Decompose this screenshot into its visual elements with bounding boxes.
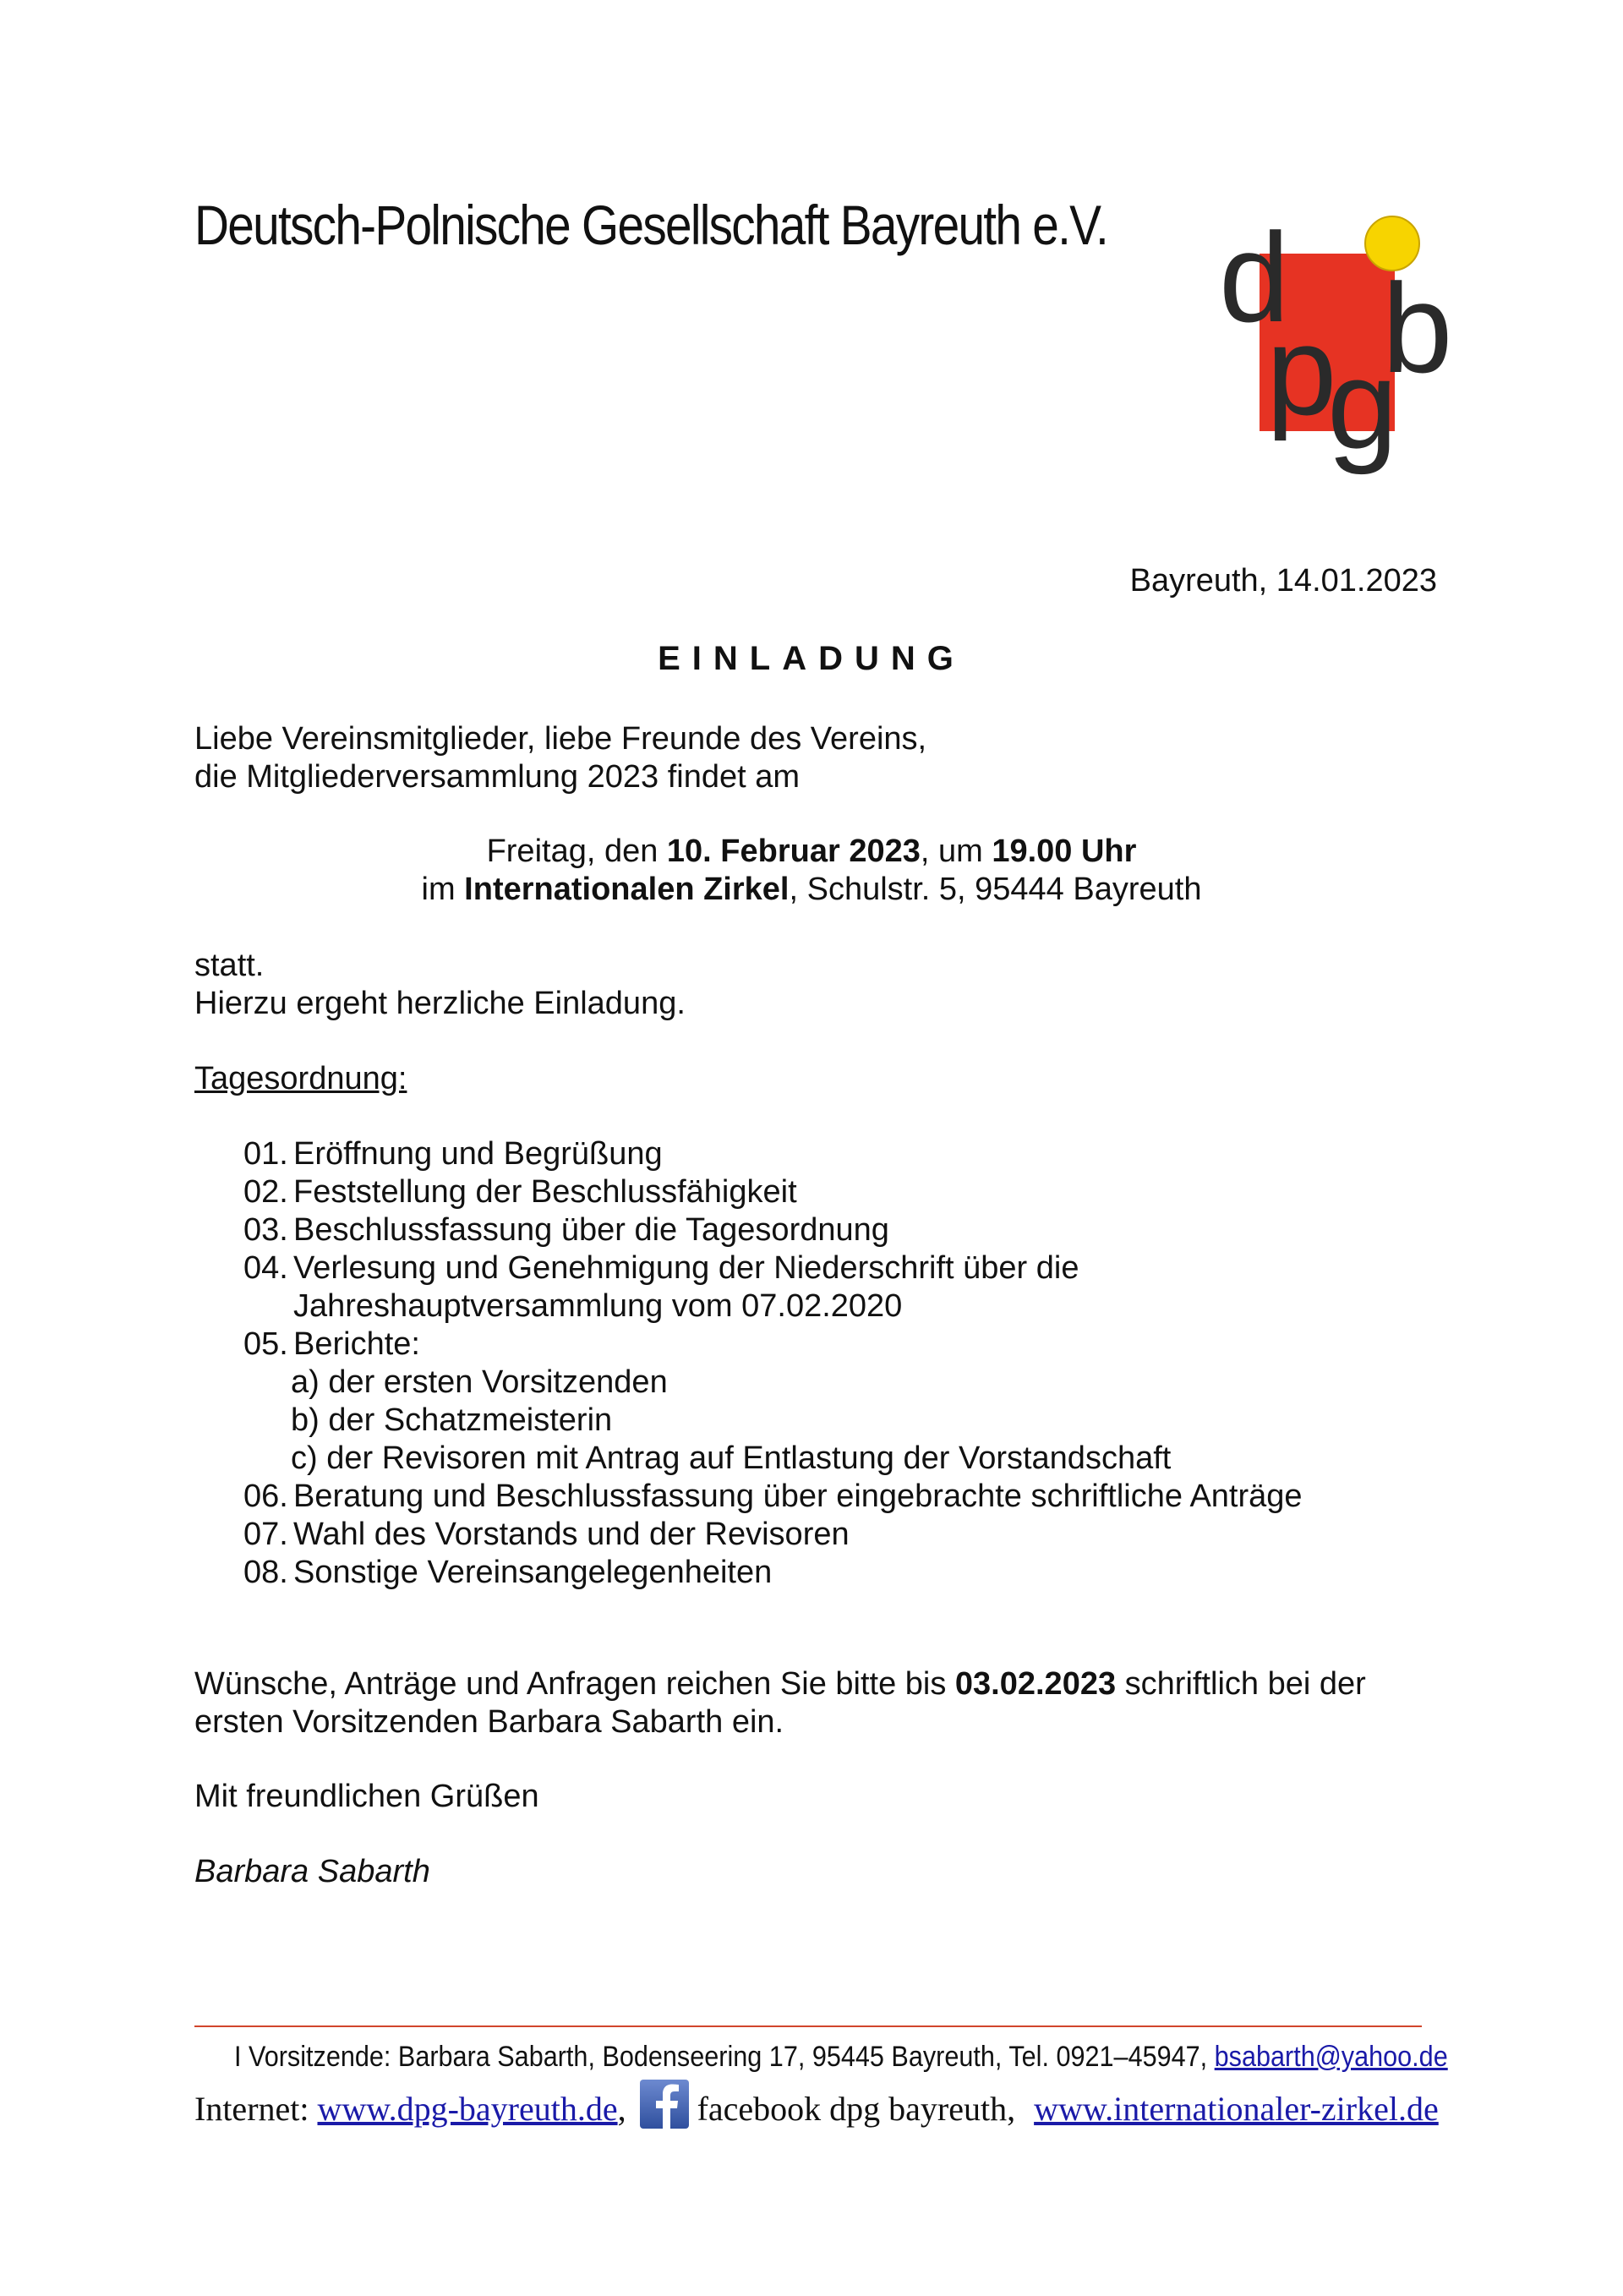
place-prefix: im (421, 872, 465, 907)
greeting-line-1: Liebe Vereinsmitglieder, liebe Freunde des Vereins, (194, 721, 927, 757)
agenda-subitem (243, 1440, 1303, 1478)
agenda-item (243, 1135, 1303, 1173)
agenda-text: Beschlussfassung über die Tagesordnung (293, 1212, 889, 1248)
logo-letter-d: d (1219, 206, 1290, 348)
event-address: , Schulstr. 5, 95444 Bayreuth (789, 872, 1202, 907)
agenda-text: Jahreshauptversammlung vom 07.02.2020 (293, 1288, 903, 1324)
agenda-number: 04. (243, 1250, 288, 1286)
agenda-number: 02. (243, 1174, 288, 1210)
agenda-item (243, 1478, 1303, 1516)
footer-divider (194, 2025, 1422, 2027)
zirkel-link[interactable]: www.internationaler-zirkel.de (1034, 2090, 1439, 2128)
event-place-line (0, 871, 1623, 909)
footer-comma: , (617, 2090, 626, 2128)
wishes-line-2: ersten Vorsitzenden Barbara Sabarth ein. (194, 1704, 784, 1740)
signature: Barbara Sabarth (194, 1854, 430, 1889)
date-line: Bayreuth, 14.01.2023 (1129, 563, 1437, 599)
facebook-text: facebook dpg bayreuth, (697, 2090, 1016, 2128)
greeting-line-2: die Mitgliederversammlung 2023 findet am (194, 759, 801, 795)
wishes-deadline: 03.02.2023 (954, 1666, 1117, 1702)
dpgb-logo (1217, 203, 1471, 507)
footer-contact-text: I Vorsitzende: Barbara Sabarth, Bodenseering 17, 95445 Bayreuth, Tel. 0921–45947, (234, 2041, 1215, 2073)
agenda-subitem (243, 1402, 1303, 1440)
agenda-text: Berichte: (293, 1326, 420, 1362)
agenda-heading: Tagesordnung: (194, 1061, 407, 1096)
agenda-text: Sonstige Vereinsangelegenheiten (293, 1555, 773, 1590)
agenda-text: Feststellung der Beschlussfähigkeit (293, 1174, 797, 1210)
wishes-paragraph (194, 1665, 1366, 1741)
organization-name: Deutsch-Polnische Gesellschaft Bayreuth e.V. (194, 194, 1108, 256)
agenda-text: Beratung und Beschlussfassung über eingebrachte schriftliche Anträge (293, 1479, 1303, 1514)
statt-block (194, 947, 686, 1023)
invitation-line: Hierzu ergeht herzliche Einladung. (194, 986, 686, 1021)
wishes-prefix: Wünsche, Anträge und Anfragen reichen Sie bitte bis (194, 1666, 955, 1702)
footer-contact (234, 2041, 1448, 2074)
event-venue: Internationalen Zirkel (464, 872, 790, 907)
email-link[interactable]: bsabarth@yahoo.de (1214, 2041, 1448, 2073)
agenda-number: 08. (243, 1555, 288, 1590)
agenda-item (243, 1554, 1303, 1592)
closing: Mit freundlichen Grüßen (194, 1779, 539, 1814)
agenda-item-continuation (243, 1287, 1303, 1326)
internet-label: Internet: (194, 2090, 318, 2128)
statt-text: statt. (194, 948, 265, 983)
agenda-subitem-text: a) der ersten Vorsitzenden (291, 1364, 668, 1400)
logo-letter-b: b (1382, 257, 1453, 399)
event-time: 19.00 Uhr (992, 834, 1137, 869)
agenda-text: Verlesung und Genehmigung der Niederschrift über die (293, 1250, 1079, 1286)
agenda-item (243, 1326, 1303, 1364)
agenda-text: Wahl des Vorstands und der Revisoren (293, 1517, 850, 1552)
website-link[interactable]: www.dpg-bayreuth.de (317, 2090, 618, 2128)
wishes-line-1 (194, 1665, 1366, 1703)
agenda-subitem-text: b) der Schatzmeisterin (291, 1402, 613, 1438)
event-mid: , um (920, 834, 992, 869)
agenda-item (243, 1211, 1303, 1249)
wishes-suffix: schriftlich bei der (1116, 1666, 1366, 1702)
greeting (194, 720, 926, 796)
event-date-line (0, 833, 1623, 871)
agenda-text: Eröffnung und Begrüßung (293, 1136, 663, 1172)
footer-links (194, 2080, 1439, 2129)
agenda-item (243, 1516, 1303, 1554)
agenda-list (243, 1135, 1303, 1592)
agenda-subitem-text: c) der Revisoren mit Antrag auf Entlastung der Vorstandschaft (291, 1440, 1172, 1476)
document-title: EINLADUNG (658, 640, 965, 677)
agenda-item (243, 1249, 1303, 1287)
logo-letter-p: p (1266, 299, 1337, 441)
agenda-number: 03. (243, 1212, 288, 1248)
event-prefix: Freitag, den (486, 834, 667, 869)
event-details (0, 833, 1623, 909)
agenda-item (243, 1173, 1303, 1211)
agenda-number: 06. (243, 1479, 288, 1514)
facebook-icon[interactable] (640, 2080, 689, 2129)
agenda-subitem (243, 1364, 1303, 1402)
agenda-number: 01. (243, 1136, 288, 1172)
agenda-number: 05. (243, 1326, 288, 1362)
logo-letter-g: g (1327, 333, 1398, 475)
agenda-number: 07. (243, 1517, 288, 1552)
event-date: 10. Februar 2023 (666, 834, 921, 869)
